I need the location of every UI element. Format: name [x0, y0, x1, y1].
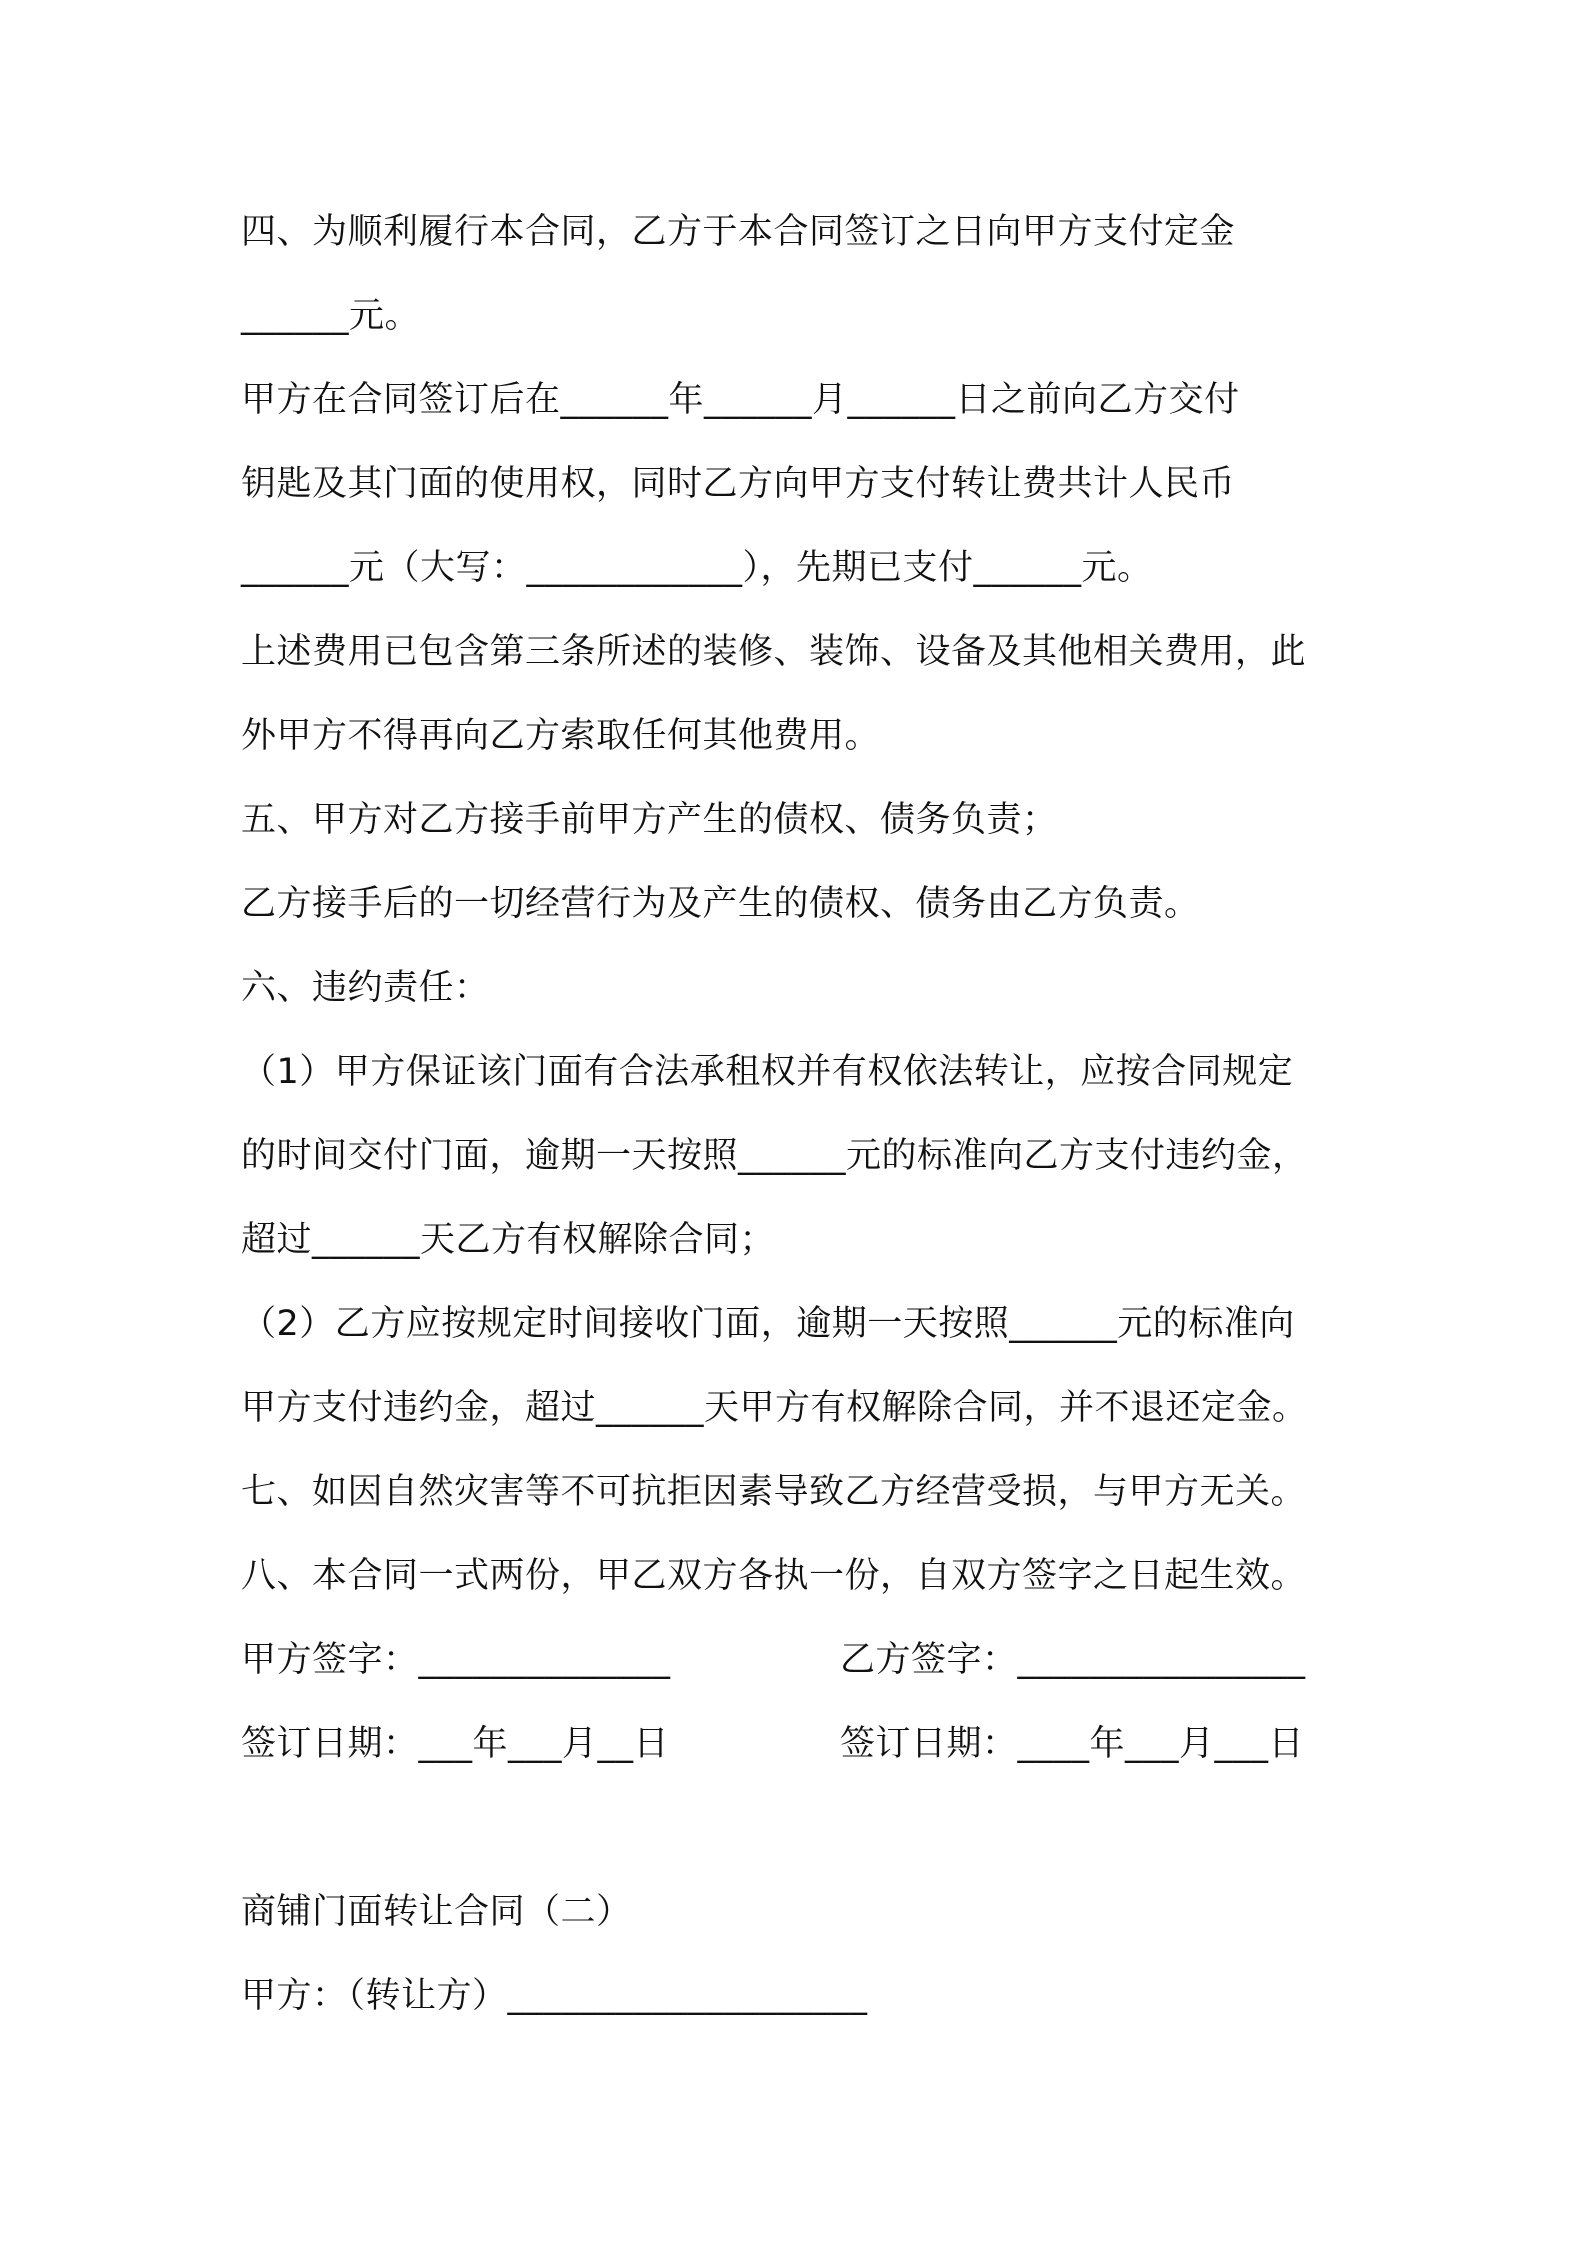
- clause-4-line-3: 甲方在合同签订后在______年______月______日之前向乙方交付: [241, 380, 1240, 420]
- next-contract-party-a: 甲方：（转让方）____________________: [241, 1976, 868, 2016]
- clause-4-line-2: ______元。: [241, 296, 421, 336]
- clause-6-item-1-line-2: 的时间交付门面，逾期一天按照______元的标准向乙方支付违约金，: [241, 1136, 1308, 1176]
- clause-6-item-1-line-3: 超过______天乙方有权解除合同；: [241, 1220, 776, 1260]
- party-b-signature: 乙方签字：________________: [840, 1640, 1306, 1680]
- clause-4-line-5: ______元（大写：____________），先期已支付______元。: [241, 548, 1153, 588]
- clause-6-item-1-line-1: （1）甲方保证该门面有合法承租权并有权依法转让，应按合同规定: [241, 1052, 1294, 1092]
- clause-6-heading: 六、违约责任：: [241, 968, 490, 1008]
- clause-6-item-2-line-2: 甲方支付违约金，超过______天甲方有权解除合同，并不退还定金。: [241, 1388, 1308, 1428]
- party-a-sign-date: 签订日期：___年___月__日: [241, 1724, 670, 1764]
- next-contract-title: 商铺门面转让合同（二）: [241, 1892, 632, 1932]
- clause-4-line-4: 钥匙及其门面的使用权，同时乙方向甲方支付转让费共计人民币: [241, 464, 1236, 504]
- clause-4-line-7: 外甲方不得再向乙方索取任何其他费用。: [241, 716, 881, 756]
- clause-4-line-1: 四、为顺利履行本合同，乙方于本合同签订之日向甲方支付定金: [241, 212, 1236, 252]
- clause-4-line-6: 上述费用已包含第三条所述的装修、装饰、设备及其他相关费用，此: [241, 632, 1307, 672]
- clause-7: 七、如因自然灾害等不可抗拒因素导致乙方经营受损，与甲方无关。: [241, 1472, 1307, 1512]
- clause-6-item-2-line-1: （2）乙方应按规定时间接收门面，逾期一天按照______元的标准向: [241, 1304, 1295, 1344]
- clause-5-line-1: 五、甲方对乙方接手前甲方产生的债权、债务负责；: [241, 800, 1058, 840]
- clause-5-line-2: 乙方接手后的一切经营行为及产生的债权、债务由乙方负责。: [241, 884, 1200, 924]
- party-b-sign-date: 签订日期：____年___月___日: [840, 1724, 1305, 1764]
- party-a-signature: 甲方签字：______________: [241, 1640, 671, 1680]
- clause-8: 八、本合同一式两份，甲乙双方各执一份，自双方签字之日起生效。: [241, 1556, 1307, 1596]
